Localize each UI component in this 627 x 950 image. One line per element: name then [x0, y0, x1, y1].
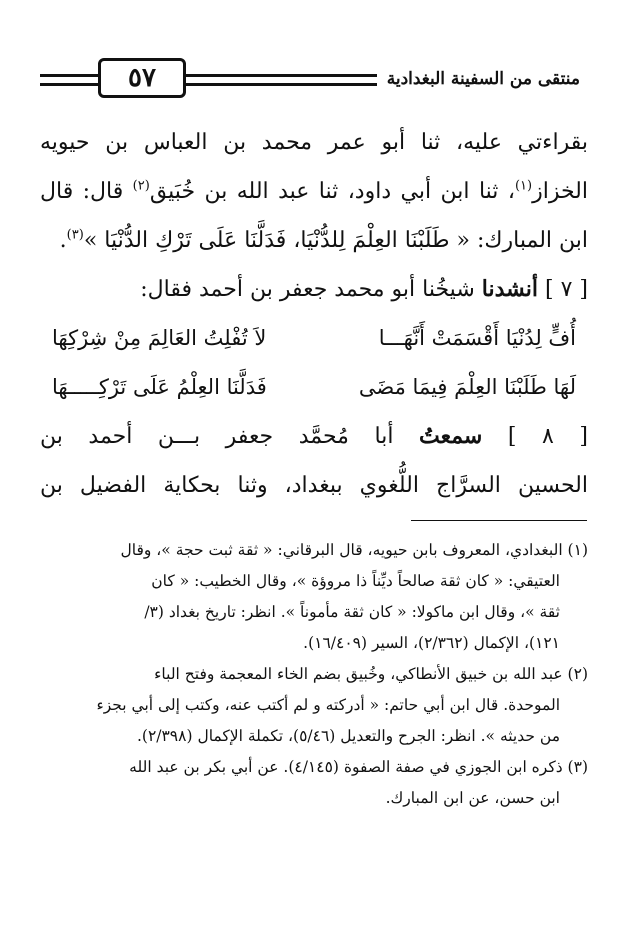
text-fragment: أبا مُحمَّد جعفر بـــن أحمد بن — [40, 424, 394, 449]
text-fragment: شيخُنا أبو محمد جعفر بن أحمد فقال: — [140, 277, 475, 302]
text-fragment: . — [59, 228, 67, 253]
footnote-line: الموحدة. قال ابن أبي حاتم: « أدركته و لم أكتب عنه، وكتب إلى أبي بجزء — [96, 696, 560, 714]
footnote-1 — [40, 535, 588, 659]
footnote-line: العتيقي: « كان ثقة صالحاً ديِّناً ذا مروؤة »، وقال الخطيب: « كان — [151, 572, 560, 590]
footnotes — [40, 535, 588, 814]
running-title: منتقى من السفينة البغدادية — [377, 64, 580, 94]
quote-text: ابن المبارك: « طَلَبْنَا العِلْمَ لِلدُّنْيَا، فَدَلَّنَا عَلَى تَرْكِ الدُّنْيَا » — [83, 228, 588, 253]
text-line: الحسين السرَّاج اللُّغوي ببغداد، وثنا بحكاية الفضيل بن — [40, 473, 588, 498]
main-text — [40, 118, 588, 510]
verse-hemistich: لَهَا طَلَبْنَا العِلْمَ فِيمَا مَضَى — [358, 375, 576, 399]
footnote-line: (١) البغدادي، المعروف بابن حيويه، قال البرقاني: « ثقة ثبت حجة »، وقال — [120, 541, 588, 559]
text-fragment: قال: قال — [40, 179, 133, 204]
text-line — [40, 412, 588, 461]
entry-number: [ ٧ ] — [545, 277, 588, 302]
footnote-line: (٣) ذكره ابن الجوزي في صفة الصفوة (٤/١٤٥). عن أبي بكر بن عبد الله — [129, 758, 588, 776]
entry-keyword: سمعتُ — [418, 423, 483, 449]
footnote-line: ١٢١)، الإكمال (٢/٣٦٢)، السير (١٦/٤٠٩). — [303, 634, 560, 652]
verse-hemistich: لاَ تُفْلِتُ العَالِمَ مِنْ شِرْكِهَا — [52, 326, 267, 350]
page-header — [40, 58, 580, 102]
footnote-line: ابن حسن، عن ابن المبارك. — [385, 789, 560, 807]
text-line — [40, 265, 588, 314]
footnote-ref: (٢) — [132, 178, 150, 194]
footnote-line: (٢) عبد الله بن خبيق الأنطاكي، وخُبيق بضم الخاء المعجمة وفتح الباء — [154, 665, 588, 683]
verse-hemistich: أُفٍّ لِدُنْيَا أَقْسَمَتْ أَنَّهَـــا — [378, 326, 576, 350]
text-fragment: ، ثنا ابن أبي داود، ثنا عبد الله بن خُبَيق — [149, 179, 515, 204]
footnote-line: من حديثه ». انظر: الجرح والتعديل (٥/٤٦)، تكملة الإكمال (٢/٣٩٨). — [136, 727, 560, 745]
footnote-3 — [40, 752, 588, 814]
verse-line — [40, 314, 588, 363]
verse-line — [40, 363, 588, 412]
text-line — [40, 167, 588, 216]
footnote-ref: (٣) — [66, 227, 84, 243]
footnote-line: ثقة »، وقال ابن ماكولا: « كان ثقة مأموناً ». انظر: تاريخ بغداد (٣/ — [144, 603, 560, 621]
footnote-ref: (١) — [514, 178, 533, 194]
text-line: بقراءتي عليه، ثنا أبو عمر محمد بن العباس بن حيويه — [40, 130, 588, 155]
page-number: ٥٧ — [98, 58, 186, 98]
entry-keyword: أنشدنا — [481, 276, 539, 302]
footnote-separator — [411, 520, 587, 521]
entry-number: [ ٨ ] — [507, 424, 588, 449]
verse-hemistich: فَدَلَّنَا العِلْمُ عَلَى تَرْكِـــــهَا — [52, 375, 267, 399]
text-fragment: الخزاز — [532, 179, 588, 204]
text-line — [40, 216, 588, 265]
footnote-2 — [40, 659, 588, 752]
